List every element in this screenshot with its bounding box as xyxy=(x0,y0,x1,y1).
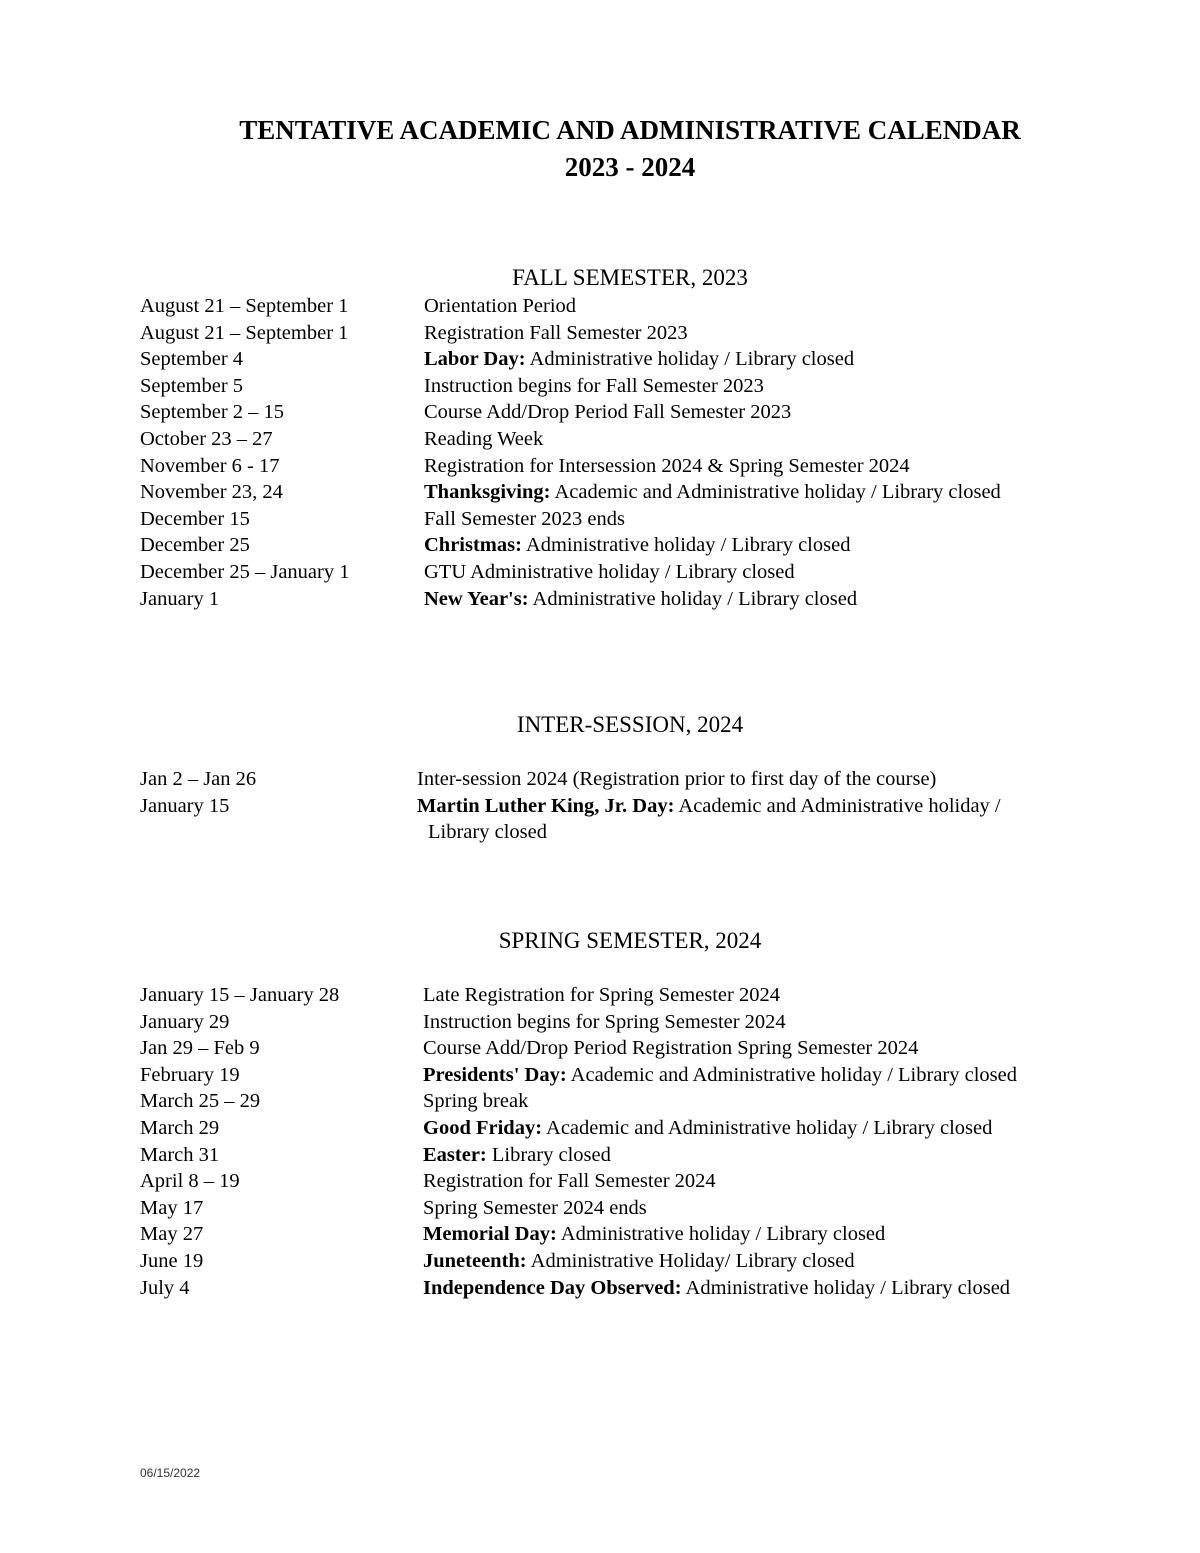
event-date: January 15 – January 28 xyxy=(140,984,340,1006)
calendar-row xyxy=(140,1035,1120,1062)
holiday-name: Easter: xyxy=(423,1143,487,1166)
event-description xyxy=(424,506,625,533)
event-text: Administrative holiday / Library closed xyxy=(681,1276,1011,1299)
holiday-name: Labor Day: xyxy=(424,348,526,371)
event-text: Administrative holiday / Library closed xyxy=(556,1223,886,1246)
event-text: Fall Semester 2023 ends xyxy=(424,507,625,530)
event-text: Administrative holiday / Library closed xyxy=(528,587,858,610)
event-description xyxy=(424,320,688,347)
event-date: August 21 – September 1 xyxy=(140,295,349,317)
event-date: May 27 xyxy=(140,1223,204,1246)
document-title-line2: 2023 - 2024 xyxy=(564,152,696,182)
event-date: January 1 xyxy=(140,587,220,610)
fall-semester-table xyxy=(140,293,1120,612)
event-description xyxy=(424,346,854,373)
event-description xyxy=(423,1142,611,1169)
calendar-row xyxy=(140,793,1120,820)
spring-semester-heading: SPRING SEMESTER, 2024 xyxy=(498,928,762,953)
event-description xyxy=(423,1088,528,1115)
event-text: Instruction begins for Spring Semester 2024 xyxy=(423,1010,786,1033)
event-text: Course Add/Drop Period Fall Semester 2023 xyxy=(424,401,792,424)
event-text: Registration for Fall Semester 2024 xyxy=(423,1170,716,1193)
event-description xyxy=(423,1009,786,1036)
event-text: Academic and Administrative holiday / xyxy=(674,794,1001,817)
event-text: Registration for Intersession 2024 & Spring Semester 2024 xyxy=(424,454,910,477)
event-text: Administrative holiday / Library closed xyxy=(521,534,851,557)
holiday-name: Independence Day Observed: xyxy=(423,1276,682,1299)
event-text-continuation: Library closed xyxy=(428,821,547,844)
event-text: Spring break xyxy=(423,1090,529,1113)
intersession-table xyxy=(140,766,1120,846)
calendar-row xyxy=(140,1168,1120,1195)
event-description xyxy=(423,1221,885,1248)
event-text: Late Registration for Spring Semester 2024 xyxy=(423,984,780,1006)
event-text: Spring Semester 2024 ends xyxy=(423,1196,647,1219)
event-description xyxy=(424,532,850,559)
calendar-row xyxy=(140,399,1120,426)
fall-semester-heading: FALL SEMESTER, 2023 xyxy=(512,265,748,290)
event-text: Academic and Administrative holiday / Library closed xyxy=(542,1116,993,1139)
calendar-row xyxy=(140,506,1120,533)
calendar-row xyxy=(140,766,1120,793)
holiday-name: Presidents' Day: xyxy=(423,1063,567,1086)
event-date: May 17 xyxy=(140,1196,204,1219)
event-date: March 29 xyxy=(140,1116,220,1139)
calendar-row xyxy=(140,346,1120,373)
calendar-row xyxy=(140,453,1120,480)
calendar-row xyxy=(140,559,1120,586)
document-title-line1: TENTATIVE ACADEMIC AND ADMINISTRATIVE CALENDAR xyxy=(239,115,1021,145)
event-date: November 23, 24 xyxy=(140,481,283,504)
event-text: Instruction begins for Fall Semester 2023 xyxy=(424,374,764,397)
event-text: Library closed xyxy=(486,1143,611,1166)
event-text: Academic and Administrative holiday / Library closed xyxy=(566,1063,1017,1086)
holiday-name: Christmas: xyxy=(424,534,522,557)
event-description xyxy=(424,373,764,400)
calendar-row xyxy=(140,1221,1120,1248)
event-description xyxy=(423,1168,716,1195)
event-description xyxy=(423,1275,1010,1302)
holiday-name: Martin Luther King, Jr. Day: xyxy=(417,794,675,817)
event-text: Orientation Period xyxy=(424,295,577,317)
event-date: March 31 xyxy=(140,1143,220,1166)
calendar-row xyxy=(140,532,1120,559)
calendar-row xyxy=(140,1195,1120,1222)
event-description xyxy=(424,293,576,320)
revision-date: 06/15/2022 xyxy=(140,1466,201,1480)
calendar-row xyxy=(140,1142,1120,1169)
event-text: Registration Fall Semester 2023 xyxy=(424,321,688,344)
event-description xyxy=(423,1195,647,1222)
event-description xyxy=(423,982,780,1009)
event-date: February 19 xyxy=(140,1063,240,1086)
event-description xyxy=(424,559,795,586)
event-description xyxy=(423,1115,992,1142)
calendar-row xyxy=(140,1275,1120,1302)
holiday-name: Good Friday: xyxy=(423,1116,543,1139)
event-date: September 4 xyxy=(140,348,244,371)
calendar-row xyxy=(140,1062,1120,1089)
event-date: November 6 - 17 xyxy=(140,454,280,477)
calendar-row xyxy=(140,373,1120,400)
event-description xyxy=(424,426,543,453)
event-date: September 2 – 15 xyxy=(140,401,285,424)
calendar-row-continuation xyxy=(140,819,1120,846)
event-description xyxy=(417,766,936,793)
event-date: September 5 xyxy=(140,374,244,397)
calendar-row xyxy=(140,320,1120,347)
spring-semester-table xyxy=(140,982,1120,1301)
event-date: June 19 xyxy=(140,1249,204,1272)
event-date: December 25 – January 1 xyxy=(140,560,350,583)
event-description xyxy=(423,1248,855,1275)
event-date: January 29 xyxy=(140,1010,230,1033)
event-date: Jan 2 – Jan 26 xyxy=(140,768,257,790)
holiday-name: Memorial Day: xyxy=(423,1223,557,1246)
event-text: Inter-session 2024 (Registration prior to first day of the course) xyxy=(417,768,937,790)
calendar-row xyxy=(140,1009,1120,1036)
calendar-row xyxy=(140,426,1120,453)
calendar-row xyxy=(140,293,1120,320)
event-description xyxy=(417,793,1001,820)
event-text: Reading Week xyxy=(424,427,544,450)
event-text: Course Add/Drop Period Registration Spring Semester 2024 xyxy=(423,1037,919,1060)
event-date: Jan 29 – Feb 9 xyxy=(140,1037,260,1060)
event-date: April 8 – 19 xyxy=(140,1170,240,1193)
event-text: Administrative Holiday/ Library closed xyxy=(526,1249,855,1272)
event-description xyxy=(423,1062,1017,1089)
calendar-row xyxy=(140,1115,1120,1142)
holiday-name: Thanksgiving: xyxy=(424,481,551,504)
event-text: Academic and Administrative holiday / Library closed xyxy=(550,481,1001,504)
event-date: December 25 xyxy=(140,534,250,557)
event-date: October 23 – 27 xyxy=(140,427,273,450)
calendar-row xyxy=(140,586,1120,613)
calendar-row xyxy=(140,1088,1120,1115)
calendar-row xyxy=(140,1248,1120,1275)
event-date: January 15 xyxy=(140,794,230,817)
event-text: Administrative holiday / Library closed xyxy=(525,348,855,371)
event-date: July 4 xyxy=(140,1276,190,1299)
intersession-heading: INTER-SESSION, 2024 xyxy=(516,712,744,737)
event-description xyxy=(424,453,910,480)
holiday-name: New Year's: xyxy=(424,587,529,610)
event-description xyxy=(424,479,1001,506)
event-description xyxy=(423,1035,918,1062)
event-description xyxy=(424,399,791,426)
event-text: GTU Administrative holiday / Library closed xyxy=(424,560,795,583)
event-date: August 21 – September 1 xyxy=(140,321,349,344)
event-date: March 25 – 29 xyxy=(140,1090,261,1113)
calendar-row xyxy=(140,982,1120,1009)
holiday-name: Juneteenth: xyxy=(423,1249,527,1272)
calendar-row xyxy=(140,479,1120,506)
event-date: December 15 xyxy=(140,507,250,530)
event-description xyxy=(424,586,857,613)
